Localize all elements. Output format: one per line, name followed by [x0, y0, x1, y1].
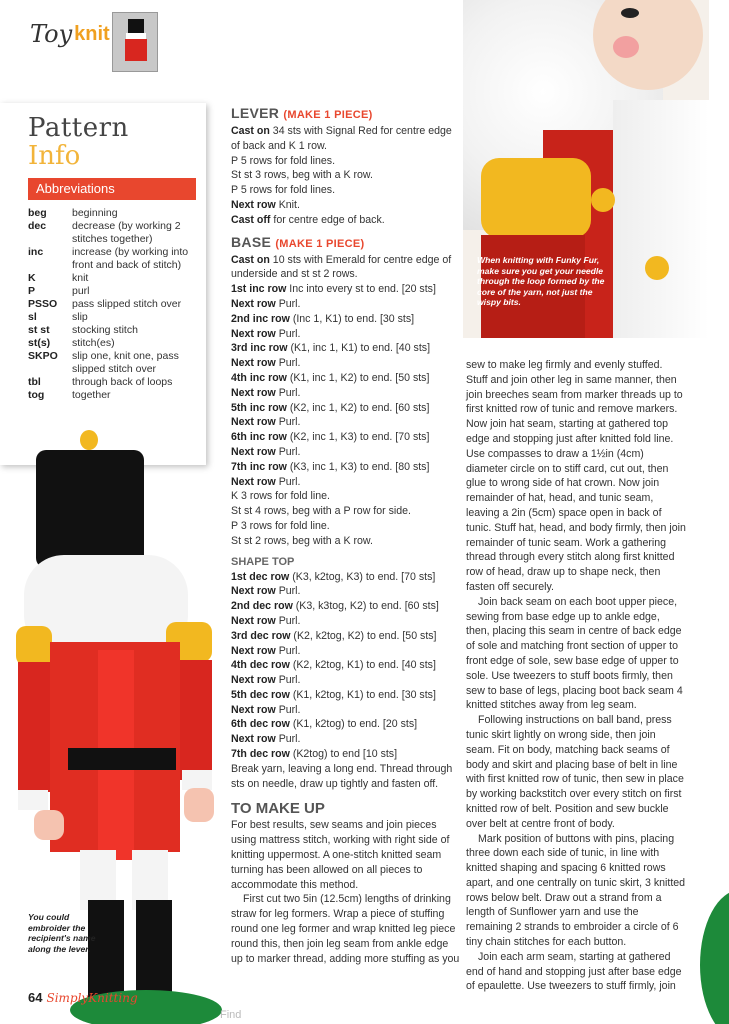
- make-up-paragraph: Following instructions on ball band, press tunic skirt lightly on wrong side, then join seam. Fit on body, matching back seams of body and skirt and placing base of belt in line with first knitted row of tunic, then sew in place by working backstitch over every stitch on first knitted row of belt. Position and sew buckle over belt at centre front of body.: [466, 714, 684, 830]
- abbreviation-meaning: pass slipped stitch over: [72, 298, 182, 310]
- abbreviation-row: [28, 272, 200, 285]
- make-up-heading: TO MAKE UP: [231, 800, 325, 818]
- abbreviation-row: [28, 246, 200, 272]
- abbreviation-key: SKPO: [28, 350, 58, 362]
- base-row: Next row Purl.: [231, 416, 301, 429]
- abbreviation-key: tbl: [28, 376, 41, 388]
- base-tail-line: K 3 rows for fold line.: [231, 490, 330, 503]
- abbreviation-row: [28, 389, 200, 402]
- abbreviation-key: st(s): [28, 337, 51, 349]
- shape-top-row: Next row Purl.: [231, 733, 301, 746]
- abbreviation-key: inc: [28, 246, 44, 258]
- base-rows: [231, 282, 461, 489]
- base-row: 5th inc row (K2, inc 1, K2) to end. [60 sts]: [231, 401, 430, 414]
- abbreviation-meaning: knit: [72, 272, 89, 284]
- base-row: 7th inc row (K3, inc 1, K3) to end. [80 sts]: [231, 460, 430, 473]
- lever-line: P 5 rows for fold lines.: [231, 154, 336, 167]
- figure-caption: You could embroider the recipient's name along the lever.: [28, 912, 96, 954]
- base-row: Next row Purl.: [231, 386, 301, 399]
- pattern-column-1: [231, 105, 461, 966]
- base-row: Next row Purl.: [231, 327, 301, 340]
- abbreviation-meaning: through back of loops: [72, 376, 173, 388]
- lever-cast-off: Cast off for centre edge of back.: [231, 213, 385, 226]
- make-up-paragraph: Join back seam on each boot upper piece, sewing from base edge up to ankle edge, then, placing this seam in centre of back edge of sole and matching front section of upper to front edge of sole, sew base edge of upper to sole. Use tweezers to stuff boots firmly, then sew to base of legs, placing boot back seam 4 knitted stitches away from leg seam.: [466, 595, 683, 712]
- shape-top-row: 1st dec row (K3, k2tog, K3) to end. [70 sts]: [231, 570, 436, 583]
- abbreviation-meaning: beginning: [72, 207, 118, 219]
- abbreviation-key: beg: [28, 207, 47, 219]
- base-row: Next row Purl.: [231, 357, 301, 370]
- abbreviation-meaning: stocking stitch: [72, 324, 138, 336]
- brand-knit: knit: [74, 22, 110, 45]
- abbreviation-row: [28, 207, 200, 220]
- shape-top-tail: Break yarn, leaving a long end. Thread through sts on needle, draw up tightly and fasten off.: [231, 762, 453, 790]
- find-button[interactable]: Find: [220, 1009, 242, 1021]
- base-tail-line: P 3 rows for fold line.: [231, 519, 330, 532]
- nutcracker-thumbnail: [112, 12, 158, 72]
- pattern-info-title: Pattern: [28, 113, 129, 143]
- abbreviation-meaning: increase (by working into front and back of stitch): [72, 246, 189, 271]
- make-up-paragraph: Join each arm seam, starting at gathered end of hand and stopping just after base edge of epaulette. Use tweezers to stuff firmly, join: [466, 950, 682, 993]
- abbreviation-row: [28, 376, 200, 389]
- abbreviation-key: P: [28, 285, 36, 297]
- abbreviation-row: [28, 298, 200, 311]
- shape-top-row: Next row Purl.: [231, 614, 301, 627]
- abbreviation-row: [28, 350, 200, 376]
- lever-line: St st 3 rows, beg with a K row.: [231, 169, 373, 182]
- shape-top-row: 4th dec row (K2, k2tog, K1) to end. [40 sts]: [231, 659, 436, 672]
- pattern-info-subtitle: Info: [28, 141, 81, 171]
- base-row: Next row Purl.: [231, 445, 301, 458]
- abbreviation-meaning: together: [72, 389, 111, 401]
- lever-heading: LEVER (MAKE 1 PIECE): [231, 105, 373, 121]
- abbreviation-meaning: purl: [72, 285, 90, 297]
- page-number: 64: [28, 990, 43, 1005]
- base-row: 6th inc row (K2, inc 1, K3) to end. [70 sts]: [231, 431, 430, 444]
- base-tail: [231, 489, 461, 548]
- abbreviation-meaning: slip: [72, 311, 88, 323]
- make-up-paragraph: sew to make leg firmly and evenly stuffed. Stuff and join other leg in same manner, then join breeches seam from marker threads up to first knitted row of tunic and remove markers. Now join hat seam, starting at gathered top edge and stopping just after knitted fold line. Use compasses to draw a 1½in (4cm) diameter circle on to stiff card, cut out, then glue to wrong side of hat crown. Now join remainder of hat, head, and tunic seam, leaving a 2in (5cm) space open in back of tunic. Stuff hat, head, and body firmly, then join remainder of tunic seam. Work a gathering thread through every stitch along first knitted row of head, draw up to shape neck, then fasten off securely.: [466, 359, 686, 593]
- abbreviation-key: st st: [28, 324, 50, 336]
- lever-next-row: Next row Knit.: [231, 198, 300, 211]
- abbreviation-key: tog: [28, 389, 45, 401]
- pattern-column-2: [466, 358, 686, 994]
- lever-line: P 5 rows for fold lines.: [231, 184, 336, 197]
- base-cast-on: Cast on 10 sts with Emerald for centre edge of underside and st st 2 rows.: [231, 253, 452, 281]
- abbreviation-row: [28, 324, 200, 337]
- lever-cast-on: Cast on 34 sts with Signal Red for centre edge of back and K 1 row.: [231, 125, 452, 152]
- shape-top-rows: [231, 570, 461, 762]
- abbreviation-key: PSSO: [28, 298, 58, 310]
- base-tail-line: St st 4 rows, beg with a P row for side.: [231, 505, 411, 518]
- base-tail-line: St st 2 rows, beg with a K row.: [231, 534, 373, 547]
- page-edge: [709, 0, 729, 340]
- make-up-paragraph: First cut two 5in (12.5cm) lengths of drinking straw for leg formers. Wrap a piece of stuffing round one leg former and wrap knitted leg piece round this, then join leg seam from ankle edge up to marker thread, adding more stuffing as you: [231, 893, 460, 965]
- abbreviation-key: sl: [28, 311, 37, 323]
- shape-top-heading: SHAPE TOP: [231, 555, 295, 568]
- abbreviation-row: [28, 337, 200, 350]
- magazine-name: SimplyKnitting: [46, 991, 138, 1005]
- make-up-paragraph: For best results, sew seams and join pieces using mattress stitch, working with right side of knitting uppermost. A one-stitch knitted seam turning has been allowed on all pieces to accommodate this method.: [231, 819, 450, 891]
- shape-top-row: 7th dec row (K2tog) to end [10 sts]: [231, 748, 398, 761]
- base-row: Next row Purl.: [231, 475, 301, 488]
- abbreviations-heading: Abbreviations: [28, 178, 196, 200]
- shape-top-row: 2nd dec row (K3, k3tog, K2) to end. [60 sts]: [231, 600, 439, 613]
- base-row: 4th inc row (K1, inc 1, K2) to end. [50 sts]: [231, 371, 430, 384]
- photo-caption: When knitting with Funky Fur, make sure you get your needle through the loop formed by the core of the yarn, not just the wispy bits.: [477, 255, 605, 308]
- abbreviations-list: [28, 207, 200, 402]
- abbreviation-key: dec: [28, 220, 47, 232]
- abbreviation-row: [28, 285, 200, 298]
- brand-toy: Toy: [30, 20, 73, 48]
- shape-top-row: Next row Purl.: [231, 703, 301, 716]
- shape-top-row: 6th dec row (K1, k2tog) to end. [20 sts]: [231, 718, 418, 731]
- base-row: 1st inc row Inc into every st to end. [20 sts]: [231, 283, 436, 296]
- shape-top-row: 3rd dec row (K2, k2tog, K2) to end. [50 sts]: [231, 629, 437, 642]
- pattern-info-panel: [0, 103, 206, 465]
- shape-top-row: Next row Purl.: [231, 644, 301, 657]
- abbreviation-key: K: [28, 272, 36, 284]
- page-footer: [28, 990, 138, 1005]
- abbreviation-meaning: decrease (by working 2 stitches together): [72, 220, 181, 245]
- base-heading: BASE (MAKE 1 PIECE): [231, 233, 365, 250]
- abbreviation-meaning: stitch(es): [72, 337, 115, 349]
- abbreviation-row: [28, 311, 200, 324]
- shape-top-row: Next row Purl.: [231, 585, 301, 598]
- base-row: 2nd inc row (Inc 1, K1) to end. [30 sts]: [231, 312, 415, 325]
- shape-top-row: Next row Purl.: [231, 674, 301, 687]
- shape-top-row: 5th dec row (K1, k2tog, K1) to end. [30 sts]: [231, 688, 436, 701]
- abbreviation-row: [28, 220, 200, 246]
- base-row: 3rd inc row (K1, inc 1, K1) to end. [40 sts]: [231, 342, 431, 355]
- base-row: Next row Purl.: [231, 297, 301, 310]
- abbreviation-meaning: slip one, knit one, pass slipped stitch over: [72, 350, 179, 375]
- green-base-photo-corner: [700, 890, 729, 1024]
- section-brand: [30, 20, 110, 48]
- make-up-paragraph: Mark position of buttons with pins, placing three down each side of tunic, in line with knitted shaping and spacing 6 knitted rows apart, and one centrally on tunic skirt, 3 knitted rows below belt. Draw out a strand from a length of Sunflower yarn and use the remaining 2 strands to embroider a circle of 6 tiny chain stitches for each button.: [466, 832, 686, 949]
